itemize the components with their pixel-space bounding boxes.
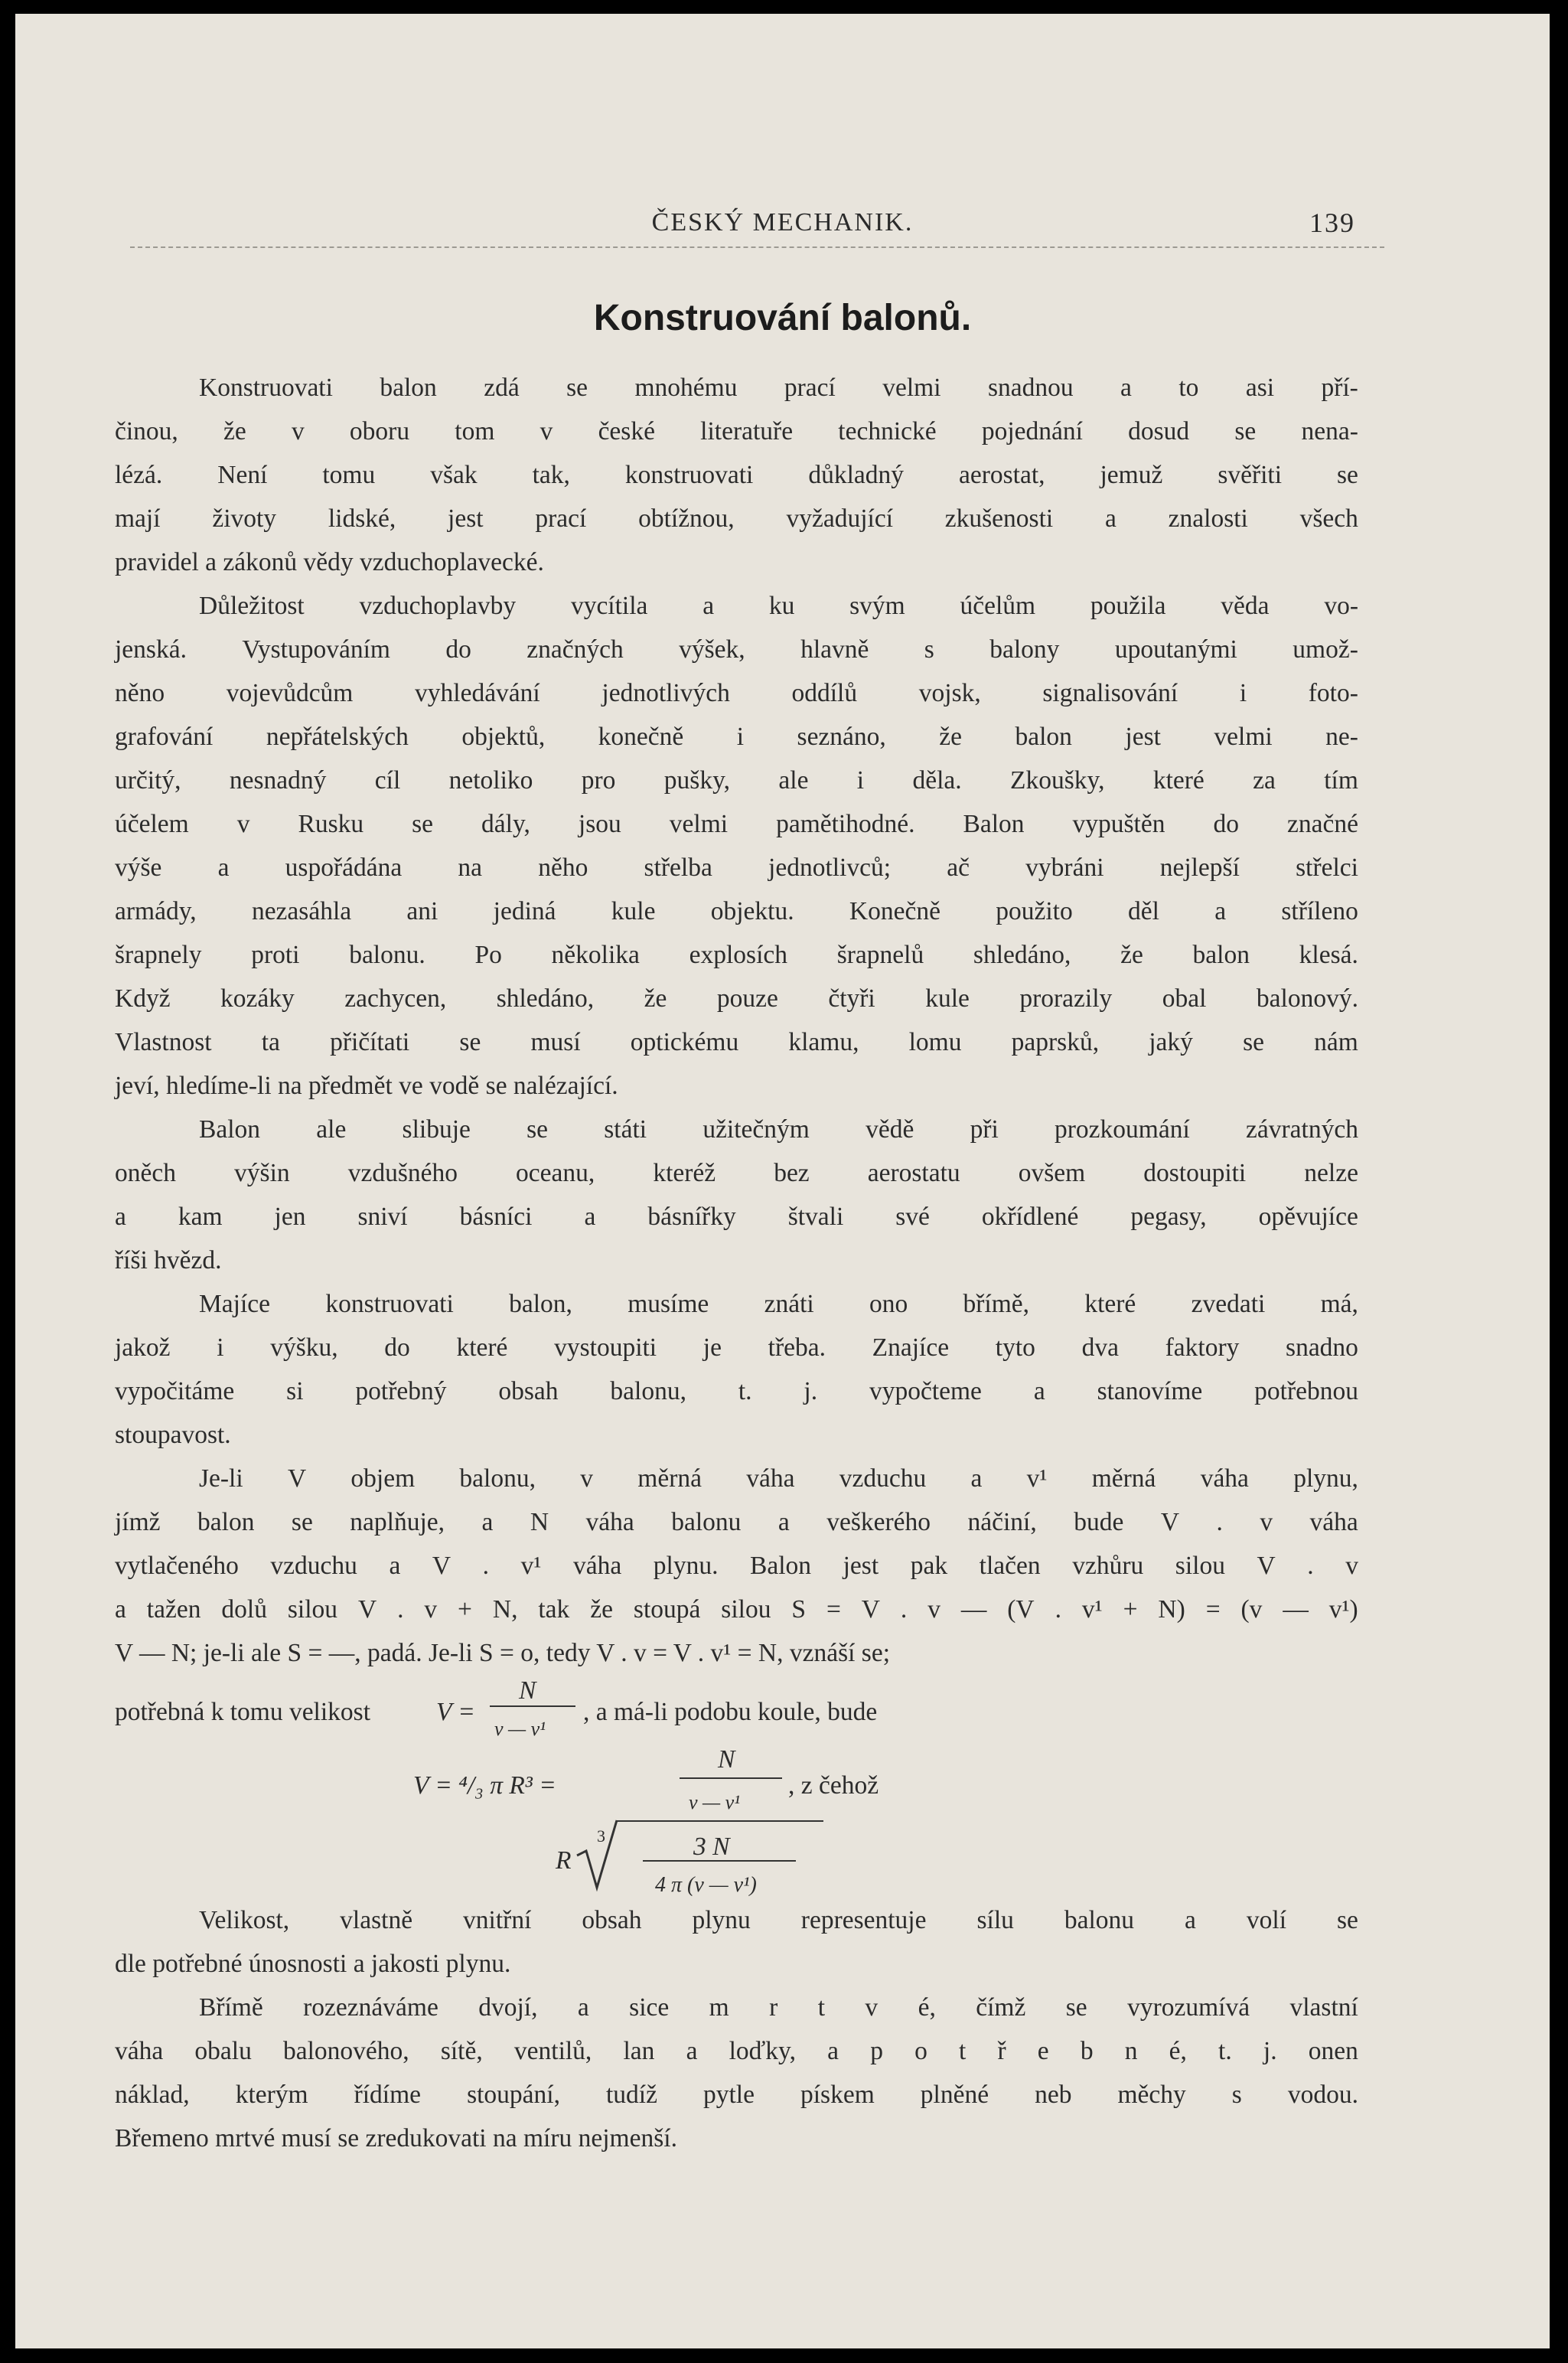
text-line: výše a uspořádána na něho střelba jednotlivců; ač vybráni nejlepší střelci — [115, 853, 1358, 882]
text-line: jakož i výšku, do které vystoupiti je třeba. Znajíce tyto dva faktory snadno — [115, 1333, 1358, 1362]
formula-sphere — [115, 1741, 1358, 1814]
formula3-numerator: 3 N — [693, 1833, 730, 1861]
text-line: určitý, nesnadný cíl netoliko pro pušky, ale i děla. Zkoušky, které za tím — [115, 766, 1358, 795]
paragraphs-before-formulas — [115, 366, 1358, 1675]
text-line: dle potřebné únosnosti a jakosti plynu. — [115, 1950, 511, 1978]
paragraph — [115, 584, 1358, 1108]
text-line: šrapnely proti balonu. Po několika explosích šrapnelů shledáno, že balon klesá. — [115, 941, 1358, 969]
running-head: ČESKÝ MECHANIK. — [651, 208, 914, 237]
formula2-tail: , z čehož — [788, 1771, 879, 1800]
text-line: Majíce konstruovati balon, musíme znáti ono břímě, které zvedati má, — [199, 1290, 1358, 1318]
formula2-lhs: V = ⁴/₃ π R³ = — [413, 1771, 556, 1800]
text-line: lézá. Není tomu však tak, konstruovati důkladný aerostat, jemuž svěřiti se — [115, 461, 1358, 489]
text-line: náklad, kterým řídíme stoupání, tudíž pytle pískem plněné neb měchy s vodou. — [115, 2081, 1358, 2109]
paragraphs-after-formulas — [115, 1898, 1358, 2160]
text-line: jeví, hledíme-li na předmět ve vodě se nalézající. — [115, 1072, 618, 1100]
paragraph — [115, 1282, 1358, 1457]
text-line: V — N; je-li ale S = —, padá. Je-li S = o, tedy V . v = V . v¹ = N, vznáší se; — [115, 1639, 890, 1667]
formula3-lhs: R — [556, 1846, 572, 1875]
article-title: Konstruování balonů. — [593, 298, 972, 338]
text-line: a kam jen sniví básníci a básnířky štvali své okřídlené pegasy, opěvujíce — [115, 1203, 1358, 1231]
formula2-denominator: v — v¹ — [689, 1791, 740, 1813]
text-line: vypočitáme si potřebný obsah balonu, t. j. vypočteme a stanovíme potřebnou — [115, 1377, 1358, 1405]
formula1-tail: , a má-li podobu koule, bude — [583, 1698, 878, 1726]
text-line: jímž balon se naplňuje, a N váha balonu a veškerého náčiní, bude V . v váha — [115, 1508, 1358, 1536]
article-body — [115, 366, 1358, 2160]
formula-radius — [115, 1814, 1358, 1898]
text-line: říši hvězd. — [115, 1246, 222, 1275]
header-rule — [130, 246, 1384, 248]
formula1-numerator: N — [519, 1676, 536, 1705]
text-line: Břímě rozeznáváme dvojí, a sice m r t v é, čímž se vyrozumívá vlastní — [199, 1993, 1358, 2022]
text-line: něno vojevůdcům vyhledávání jednotlivých oddílů vojsk, signalisování i foto- — [115, 679, 1358, 707]
text-line: grafování nepřátelských objektů, konečně i seznáno, že balon jest velmi ne- — [115, 723, 1358, 751]
formula1-denominator: v — v¹ — [494, 1718, 546, 1740]
text-line: činou, že v oboru tom v české literatuře technické pojednání dosud se nena- — [115, 417, 1358, 446]
text-line: Balon ale slibuje se státi užitečným vědě při prozkoumání závratných — [199, 1115, 1358, 1144]
paragraph — [115, 366, 1358, 584]
page-header — [15, 204, 1550, 250]
formula2-fraction-bar — [680, 1777, 782, 1779]
text-line: jenská. Vystupováním do značných výšek, hlavně s balony upoutanými umož- — [115, 635, 1358, 664]
paragraph — [115, 1898, 1358, 1986]
formula3-radical-bar — [617, 1820, 823, 1822]
text-line: Důležitost vzduchoplavby vycítila a ku svým účelům použila věda vo- — [199, 592, 1358, 620]
paragraph — [115, 1457, 1358, 1675]
formula2-numerator: N — [718, 1745, 735, 1774]
text-line: účelem v Rusku se dály, jsou velmi pamětihodné. Balon vypuštěn do značné — [115, 810, 1358, 838]
formula3-root-index: 3 — [597, 1826, 605, 1846]
text-line: Břemeno mrtvé musí se zredukovati na míru nejmenší. — [115, 2124, 677, 2152]
text-line: pravidel a zákonů vědy vzduchoplavecké. — [115, 548, 544, 576]
text-line: váha obalu balonového, sítě, ventilů, lan a loďky, a p o t ř e b n é, t. j. onen — [115, 2037, 1358, 2065]
text-line: Je-li V objem balonu, v měrná váha vzduchu a v¹ měrná váha plynu, — [199, 1464, 1358, 1493]
page-number: 139 — [1309, 207, 1355, 238]
formula3-denominator: 4 π (v — v¹) — [655, 1873, 757, 1897]
text-line: vytlačeného vzduchu a V . v¹ váha plynu. Balon jest pak tlačen vzhůru silou V . v — [115, 1552, 1358, 1580]
text-line: oněch výšin vzdušného oceanu, kteréž bez aerostatu ovšem dostoupiti nelze — [115, 1159, 1358, 1187]
formula3-fraction-bar — [643, 1860, 796, 1862]
text-line: Velikost, vlastně vnitřní obsah plynu representuje sílu balonu a volí se — [199, 1906, 1358, 1934]
formula1-lead: potřebná k tomu velikost — [115, 1698, 371, 1726]
formula1-lhs: V = — [436, 1698, 475, 1726]
text-line: a tažen dolů silou V . v + N, tak že stoupá silou S = V . v — (V . v¹ + N) = (v — v¹) — [115, 1595, 1358, 1624]
text-line: Vlastnost ta přičítati se musí optickému klamu, lomu paprsků, jaký se nám — [115, 1028, 1358, 1056]
paragraph — [115, 1108, 1358, 1282]
text-line: stoupavost. — [115, 1421, 231, 1449]
text-line: Když kozáky zachycen, shledáno, že pouze čtyři kule prorazily obal balonový. — [115, 984, 1358, 1013]
paragraph — [115, 1986, 1358, 2160]
formula-volume — [115, 1675, 1358, 1741]
text-line: armády, nezasáhla ani jediná kule objektu. Konečně použito děl a stříleno — [115, 897, 1358, 925]
text-line: Konstruovati balon zdá se mnohému prací velmi snadnou a to asi pří- — [199, 374, 1358, 402]
book-page — [15, 14, 1550, 2348]
text-line: mají životy lidské, jest prací obtížnou, vyžadující zkušenosti a znalosti všech — [115, 504, 1358, 533]
